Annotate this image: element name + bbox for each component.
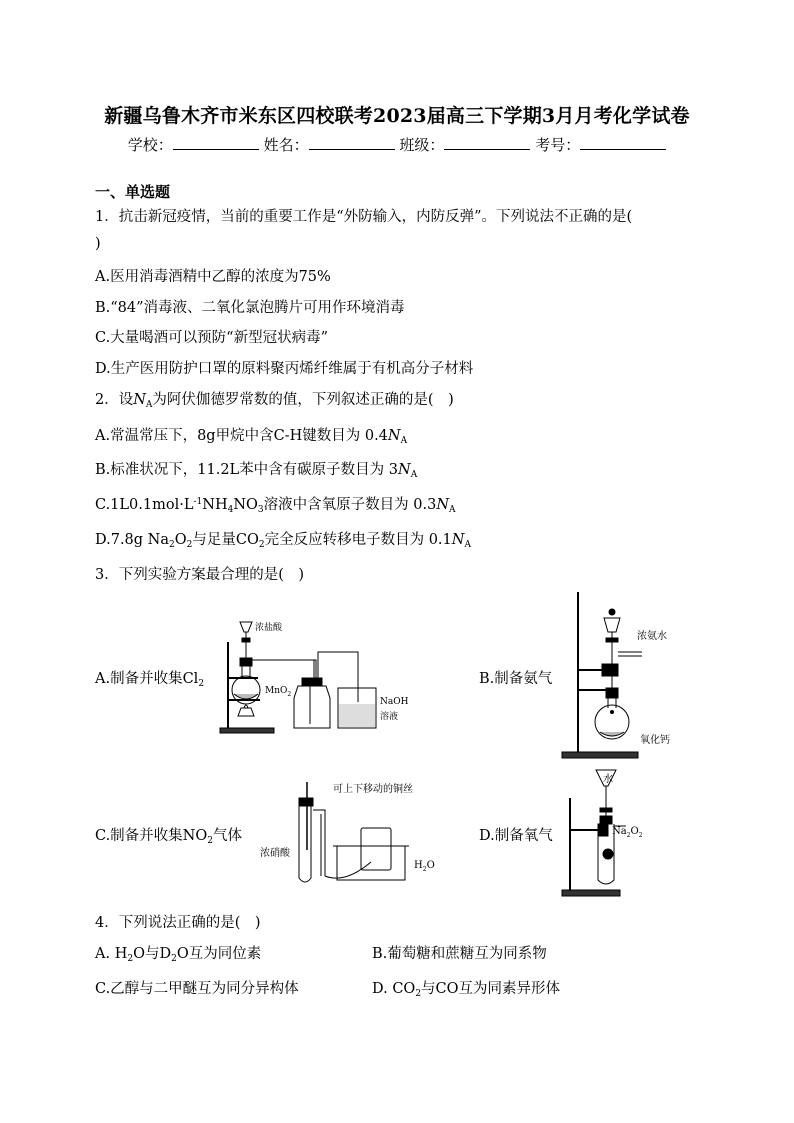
q4-option-c: C.乙醇与二甲醚互为同分异构体 xyxy=(95,981,299,997)
fig-d-water-label: 水 xyxy=(603,774,613,785)
number-label: 考号： xyxy=(535,136,581,154)
q1-stem: 1．抗击新冠疫情，当前的重要工作是“外防输入，内防反弹”。下列说法不正确的是( xyxy=(95,209,633,225)
q1-option-c: C.大量喝酒可以预防“新型冠状病毒” xyxy=(95,330,329,346)
q2-option-c: $C.1L0.1mol\cdot L^{-1}NH_4NO_3$溶液中含氧原子数目为 $0.3N_A$ xyxy=(95,497,456,515)
q3-stem: 3．下列实验方案最合理的是( ) xyxy=(95,567,305,583)
fig-c-hno3-label: 浓硝酸 xyxy=(260,848,290,859)
q2-option-b: B.标准状况下，11.2L苯中含有碳原子数目为 $3N_A$ xyxy=(95,462,418,480)
fig-a-acid-label: 浓盐酸 xyxy=(255,623,283,633)
fig-d-na2o2-label: $Na_2O_2$ xyxy=(612,826,643,839)
q2-option-a: A.常温常压下，8g甲烷中含C-H键数目为 $0.4N_A$ xyxy=(95,428,408,446)
fig-c-water-label: $H_2O$ xyxy=(414,860,435,873)
q2-stem: 2．设$N_A$为阿伏伽德罗常数的值，下列叙述正确的是( ) xyxy=(95,392,454,410)
figure-b-ammonia-apparatus xyxy=(560,590,650,760)
q3-option-c: C.制备并收集$NO_2$气体 xyxy=(95,828,242,846)
fig-a-mno2-label: MnO$_2$ xyxy=(265,686,292,698)
name-label: 姓名： xyxy=(263,136,309,154)
student-info-line xyxy=(0,134,794,155)
fig-c-wire-label: 可上下移动的铜丝 xyxy=(333,784,413,795)
fig-b-ammonia-label: 浓氨水 xyxy=(637,631,667,642)
q1-option-b: B.“84”消毒液、二氧化氯泡腾片可用作环境消毒 xyxy=(95,300,405,316)
fig-a-naoh-label: NaOH xyxy=(380,697,409,707)
page-title: 新疆乌鲁木齐市米东区四校联考2023届高三下学期3月月考化学试卷 xyxy=(104,105,690,127)
name-blank[interactable] xyxy=(309,135,395,150)
number-blank[interactable] xyxy=(580,135,666,150)
q4-option-a: A. $H_2O$与$D_2O$互为同位素 xyxy=(95,946,262,964)
q1-stem-end: ) xyxy=(95,236,101,252)
class-label: 班级： xyxy=(399,136,445,154)
q3-option-d: D.制备氧气 xyxy=(479,828,553,844)
q4-option-b: B.葡萄糖和蔗糖互为同系物 xyxy=(372,946,547,962)
figure-c-no2-apparatus xyxy=(285,780,415,888)
fig-a-solution-label: 溶液 xyxy=(380,712,399,722)
q1-option-a: A.医用消毒酒精中乙醇的浓度为75% xyxy=(95,269,331,285)
school-blank[interactable] xyxy=(173,135,259,150)
q4-option-d: D. $CO_2$与CO互为同素异形体 xyxy=(372,981,561,999)
school-label: 学校： xyxy=(127,136,173,154)
fig-b-cao-label: 氧化钙 xyxy=(640,735,670,746)
q3-option-a: A.制备并收集$Cl_2$ xyxy=(95,671,205,689)
section-title: 一、单选题 xyxy=(95,183,171,201)
q1-option-d: D.生产医用防护口罩的原料聚丙烯纤维属于有机高分子材料 xyxy=(95,361,474,377)
class-blank[interactable] xyxy=(444,135,530,150)
q2-option-d: D.7.8g $Na_2O_2$与足量$CO_2$完全反应转移电子数目为 $0.1N_A$ xyxy=(95,532,471,550)
q3-option-b: B.制备氨气 xyxy=(479,671,553,687)
q4-stem: 4．下列说法正确的是( ) xyxy=(95,915,261,931)
